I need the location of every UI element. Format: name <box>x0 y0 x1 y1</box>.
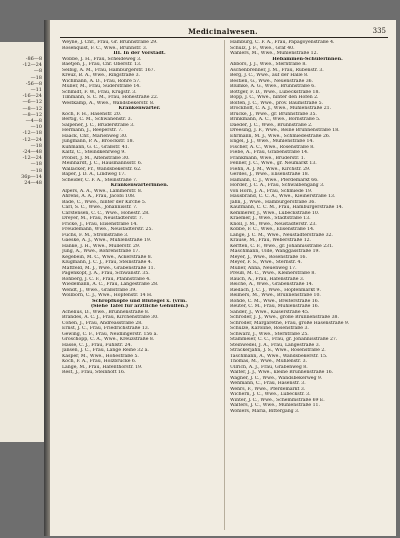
directory-entry: Schröder, J. J., Wwe., große Brunnenstraße 38. <box>230 315 339 320</box>
directory-entry: Müller, Anna, Neuenweg 17. <box>230 265 297 271</box>
directory-entry: Reiche, A., Wwe., Grabenstraße 14. <box>230 282 314 287</box>
section-heading: Krankenwärter. <box>118 106 161 111</box>
directory-entry: Blumke, A. G., Wwe., Brunnstraße 6. <box>230 84 316 89</box>
directory-entry: Riedach, J. C. J., Wwe., Hopfenmarkt 9. <box>230 287 321 293</box>
left-column <box>62 40 217 532</box>
directory-entry: Dreyer, M., Frau, Neustädterstr. 7. <box>62 216 144 221</box>
directory-entry: Wehmann, C., Frau, Hasenstr. 3. <box>230 381 306 386</box>
bleed-line: —18 <box>30 74 42 81</box>
directory-entry: Klugmann, J. C. J., Frau, Steinstraße 4. <box>62 260 153 265</box>
directory-entry: Jansen, J. C., Frau, Lange Reihe 32 a. <box>62 348 149 353</box>
section-heading: (Siehe Tafel für ärztliche Gehülfen.) <box>90 304 189 309</box>
directory-entry: Jung, A., Wwe., Röhrenstraße 17. <box>62 249 140 254</box>
directory-entry: Strackerjahn, J. S., Wwe., Rosenstraße 2. <box>230 348 326 353</box>
bleed-line: —8—12 <box>22 105 42 112</box>
directory-entry: Bopp, J. C., Wwe., hinter den Höfen 2. <box>230 95 319 100</box>
bleed-line: —11 <box>30 87 42 93</box>
directory-entry: Alpers, A. A., Wwe., Lämmerstr. 8. <box>62 188 143 194</box>
directory-entry: Meyer, F. S., Wwe., Sternstr. 4. <box>230 260 302 265</box>
directory-entry: Haack, Chr., Marienweg 30. <box>62 133 128 139</box>
bleed-line: —4—8 <box>25 118 42 124</box>
directory-entry: Reuter, C. M., Frau, Mühlenstraße 16. <box>230 304 320 309</box>
directory-entry: Fenner, J. C., Wwe., gr. Neumarkt 13. <box>230 161 317 166</box>
directory-entry: Baetjen, J., Frau, Chr. Oberstr. 13. <box>62 62 142 67</box>
directory-entry: Hermann, J., Reeperstr. 7. <box>62 128 123 133</box>
directory-entry: Wahlers, M., Wwe., Mühlenstraße 12. <box>230 51 318 56</box>
directory-entry: Hörder, J. C. A., Frau, Schwalbengang 3. <box>230 183 325 188</box>
directory-entry: Brücke, J., Wwe., gr. Brunnstraße 35. <box>230 111 317 117</box>
directory-entry: Ullrich, A. J., Frau, Grabenweg 8. <box>230 364 308 370</box>
bleed-line: -56—8 <box>25 80 42 87</box>
directory-entry: Probst, J. M., Altenstraße 30. <box>62 155 130 161</box>
directory-entry: Winter, J. C., Wwe., Schemmstraße 69 E. <box>230 397 325 403</box>
directory-entry: Hamann, C. J., Wwe., Pferdemarkt 66. <box>230 177 319 183</box>
directory-entry: Schröder, Margarethe, Frau, große Hasenstraße 9. <box>230 320 350 326</box>
directory-entry: Timmann, S. C. M., Frau, Hohestraße 22. <box>62 95 159 100</box>
directory-entry: Walter, J. J., Wwe., kleine Brunnenstraße 16. <box>230 370 334 375</box>
directory-entry: Dreesing, J. F., Wwe., Reine Brunnenstraße 18. <box>230 128 340 133</box>
bleed-line: -24—48 <box>22 149 42 155</box>
directory-entry: Bolten, J. C., Wwe., prov. Baumstraße 5. <box>230 100 324 106</box>
directory-entry: Wendt, J., Wwe., Graßstraße 39. <box>62 287 137 293</box>
directory-entry: Rauch, A., Frau, Hafenstraße 3. <box>230 276 305 282</box>
directory-entry: Kerften, C. F., Wwe., gr. Johannisstraße 231. <box>230 243 334 249</box>
directory-entry: Bade, C., Wwe., hinter der Kirche 5. <box>62 199 147 205</box>
directory-entry: Sander, J., Wwe., Kaiserstraße 45. <box>230 309 310 315</box>
directory-entry: Abbors, J. J., Wwe., Sterntraße 8. <box>230 62 307 67</box>
directory-entry: Fischer, A. C., Wwe., Rosenstraße 8. <box>230 144 315 150</box>
directory-entry: Wichern, J. C., Wwe., Lübeckstr. 3. <box>230 392 311 397</box>
bleed-line: -12—18 <box>22 130 42 137</box>
directory-entry: Hanke, J. H., Wwe., Müllerstr. 29. <box>62 243 141 249</box>
directory-entry: Ahrens, A. A., Frau, Jacobi 108. <box>62 194 136 199</box>
directory-entry: Fiehn, A. J. M., Wwe., Kirchstr. 29. <box>230 166 311 172</box>
directory-entry: Wollborn, C. J., Wwe., Hopfenstr. 14 H. <box>62 293 153 298</box>
directory-entry: Wagner, J. C., Wwe., Wandsbekerweg 9. <box>230 375 323 381</box>
section-heading: Hebammen-Schülerinnen. <box>272 56 343 62</box>
directory-entry: Rosenquist, F. C., Wwe., Brunnstr. 3. <box>62 45 148 51</box>
directory-entry: Fuchs, F. M., Stromstraße 3. <box>62 232 129 238</box>
directory-entry: Taschmann, A., Wwe., Wandsbekerstr. 15. <box>230 353 328 359</box>
directory-entry: Groschopp, C. A., Wwe., Kreuzstraße 8. <box>62 337 155 342</box>
directory-entry: Jahn, J., Wwe., Hamburgerstraße 36. <box>230 199 316 205</box>
directory-entry: Meinhardt, J. C., Hausmannsstr. 6. <box>62 161 143 166</box>
directory-entry: Müller, M., Frau, Süderstraße 14. <box>62 84 141 89</box>
directory-entry: Pagenkopf, J. A., Frau, Schwanstr. 35. <box>62 271 150 276</box>
bleed-line: —18 <box>30 142 42 149</box>
directory-entry: Wehrs, F., Wwe., Pferdemarkt 3. <box>230 386 306 392</box>
directory-entry: Rest, J., Frau, Steinhöft 16. <box>62 370 126 375</box>
directory-entry: Brandes, A. C. J., Frau, Kirchenstraße 30. <box>62 315 159 320</box>
directory-entry: Achelius, D., Wwe., Brunnenstraße 8. <box>62 309 150 315</box>
bleed-line: -12—24 <box>22 136 42 143</box>
section-heading: Schröpfköpfe und Blutegel x. (vrm. <box>92 298 187 304</box>
directory-entry: Koch, F. H., Hasenstr. 20. <box>62 111 122 117</box>
directory-entry: Schwarz, J., Wwe., Sterntraße 25. <box>230 331 309 337</box>
directory-entry: Brockhoff, C. A. J., Wwe., Mühlenstraße 21. <box>230 106 332 111</box>
directory-entry: Thomas, M., Wwe., Mühlenstr. 3. <box>230 359 307 364</box>
directory-entry: Kegebein, M. C., Wwe., Ackerstraße 8. <box>62 254 153 260</box>
directory-entry: Scheider, C. F. A., Steinstraße 7. <box>62 177 138 183</box>
directory-entry: Ernst, J. C., Frau, Friedrichstraße 13. <box>62 326 150 331</box>
directory-entry: Bestien, G., Wwe., Neuenstraße 36. <box>230 78 314 84</box>
bleed-line: —18 <box>30 161 42 168</box>
page-title: Medicinalwesen. <box>188 27 258 36</box>
directory-entry: Maschmann, Ulde, Wanggasstraße 19. <box>230 249 320 254</box>
directory-entry: Carstensen, C. C., Wwe., Hohestr. 28. <box>62 210 150 216</box>
directory-entry: Böttger, F. D., Wwe., Lübeckstraße 18. <box>230 89 320 95</box>
directory-entry: Schulze, Karoline, Rosenstraße 3. <box>230 326 309 331</box>
directory-entry: Fricke, J., Frau, Elisenstraße 14. <box>62 221 138 227</box>
page-number: 335 <box>372 27 386 35</box>
directory-entry: Preuß, M. C., Wwe., Kleinerstraße 8. <box>230 271 316 276</box>
directory-entry: Hausbrand, C. C. A., Wwe., Kleinerstraße 13. <box>230 194 336 199</box>
directory-entry: Daeder, J. C., Wwe., Brunnstraße 2. <box>230 122 313 128</box>
directory-entry: Weyne, J. Chr., Frau, Gr. Brunnstraße 29. <box>62 40 158 45</box>
bleed-line: —8 <box>33 68 42 75</box>
directory-entry: Lange, M., Frau, Hafenthorstr. 19. <box>62 364 143 370</box>
directory-entry: Ehrmann, M. J., Wwe., Schmiedestraße 26. <box>230 133 331 139</box>
directory-entry: Kobbe, F. C., Wwe., Elisenstraße 14. <box>230 227 315 232</box>
header-rule <box>60 37 388 38</box>
directory-entry: Gerdes, J., Wwe., Elisenstraße 18. <box>230 172 310 177</box>
directory-entry: Wiedemann, A. C., Frau, Langestraße 28. <box>62 282 159 287</box>
directory-entry: Koch, F. A., Frau, Holzbrücke 6. <box>62 359 137 364</box>
bleed-line: -12—24 <box>22 62 42 69</box>
directory-entry: Lange, J. C. M., Wwe., Neustädterstraße 32. <box>230 232 333 238</box>
directory-entry: Wobbe, J. H., Frau, Scheideweg 3. <box>62 56 142 62</box>
column-divider <box>224 40 225 530</box>
directory-entry: Wichmann, A. D., Frau, Röhre 57. <box>62 78 141 84</box>
directory-entry: Wallacker, Fr., Wandsbekerstr. 62. <box>62 166 142 172</box>
directory-entry: Jungmann, P. A., Broockstr. 18. <box>62 139 134 144</box>
directory-entry: Stammeier, C. C., Frau, gr. Johannisstraße 27. <box>230 337 338 342</box>
directory-entry: Kraemer, J., Wwe., Stadtstraße 13. <box>230 216 311 221</box>
directory-entry: Hamburg, C. F. A., Frau, Papagoyenstraße 4. <box>230 40 335 45</box>
directory-entry: von Horn, J. A., Frau, Schmiede 19. <box>230 188 313 194</box>
directory-entry: Krause, M., Frau, Weberstraße 12. <box>230 238 312 243</box>
section-heading: Krankenwärterinnen. <box>110 183 169 188</box>
directory-entry: Kreuz, B. A., Wwe., Ringstraße 3. <box>62 73 140 78</box>
directory-entry: Baper, J. D. A., Lindweg 17. <box>62 172 126 177</box>
section-heading: III. In der Vorstadt. <box>113 51 166 56</box>
adjacent-page-bleed <box>0 42 45 442</box>
directory-entry: Rohde, C. M., Wwe., Breiterstraße 16. <box>230 298 320 304</box>
directory-entry: Fiebe, A., Frau, Grabenstraße 14. <box>230 150 309 155</box>
directory-entry: Kaltz, C., Steindkehrweg 9. <box>62 150 126 155</box>
bleed-line: —8—12 <box>22 111 42 118</box>
directory-entry: Wohlers, Maria, Bittergang 3. <box>230 408 300 414</box>
directory-entry: Kasper, M., Wwe., Hohestraße 5. <box>62 353 139 359</box>
bleed-line: -16—24 <box>22 93 42 100</box>
directory-entry: Schmidt, F. W., Frau, Krugstr. 3. <box>62 89 137 95</box>
directory-entry: Westkamp, A., Wwe., Wandsbekerstr. 8. <box>62 100 155 106</box>
directory-entry: Salpener, J. C., Brüderstraße 3. <box>62 122 135 128</box>
directory-entry: Rohberg, J. C. F., Frau, Pfannstraße 4. <box>62 276 151 282</box>
directory-entry: Reimers, M., Wwe., Brunnenstraße 10. <box>230 293 321 298</box>
document-page <box>50 20 396 536</box>
directory-entry: Freudemann, Wwe., Neustädterstr. 25. <box>62 227 153 232</box>
directory-entry: Selbig, A. M., Frau, Hamburgerstr. 167. <box>62 67 156 73</box>
directory-entry: Cohen, J., Frau, Andreasstraße 28. <box>62 320 143 326</box>
directory-entry: Kemmerer, J., Wwe., Lübeckstraße 10. <box>230 210 320 216</box>
directory-entry: Steinwedel, J. A., Frau, Langestraße 3. <box>230 342 321 348</box>
bleed-line: —6—12 <box>22 99 42 106</box>
bleed-line: —10 <box>30 124 42 131</box>
directory-entry: Hasse, C. J., Frau, Fuhlstr. 24. <box>62 342 132 348</box>
directory-entry: Knoll, J. M., Wwe., Neustädterstr. 23. <box>230 221 317 227</box>
directory-entry: Walters, J. C., Wwe., Mühlenstraße 11. <box>230 403 320 408</box>
bleed-line: —18 <box>30 167 42 174</box>
directory-entry: Brinkmann, A. C., Wwe., Bornstraße 5. <box>230 117 321 122</box>
directory-entry: Berg, J. C., Wwe., auf der Halle 8. <box>230 73 309 78</box>
bleed-line: 36p—14 <box>21 173 42 180</box>
directory-entry: Schulz, J. F., Wwe., Graf 40. <box>230 45 295 51</box>
directory-entry: Gewing, C. F., Frau, Neidlingerstr. 156 a. <box>62 331 158 337</box>
directory-entry: Gaeske, A. J., Wwe., Mühlenstraße 19. <box>62 238 152 243</box>
directory-entry: Engel, J. J., Wwe., Mühlenstraße 14. <box>230 139 314 144</box>
directory-entry: Frankmann, Wwe., Brüderstr. 1. <box>230 155 306 161</box>
directory-entry: Meyer, J., Wwe., Rosenstraße 16. <box>230 254 307 260</box>
directory-entry: Mattfeld, M. J., Wwe., Grabenstraße 11. <box>62 265 156 271</box>
directory-entry: Kaufmann, C. C. M., Frau, Hamburgerstraße 14. <box>230 205 344 210</box>
directory-entry: Bertig, C. M., Schwanenstr. 3. <box>62 117 133 122</box>
bleed-line: 24—48 <box>24 180 42 186</box>
directory-entry: Kuhmann, G. C., Graßstr. 41. <box>62 144 130 150</box>
directory-entry: Aschenbrenner, J. M., Frau, Rübenstr. 3. <box>230 67 324 73</box>
directory-entry: Carl, S. C., Wwe., Johannisstr. 7. <box>62 205 138 210</box>
bleed-line: -12—24 <box>22 155 42 162</box>
right-column <box>230 40 385 532</box>
bleed-line: -86—8 <box>25 56 42 62</box>
